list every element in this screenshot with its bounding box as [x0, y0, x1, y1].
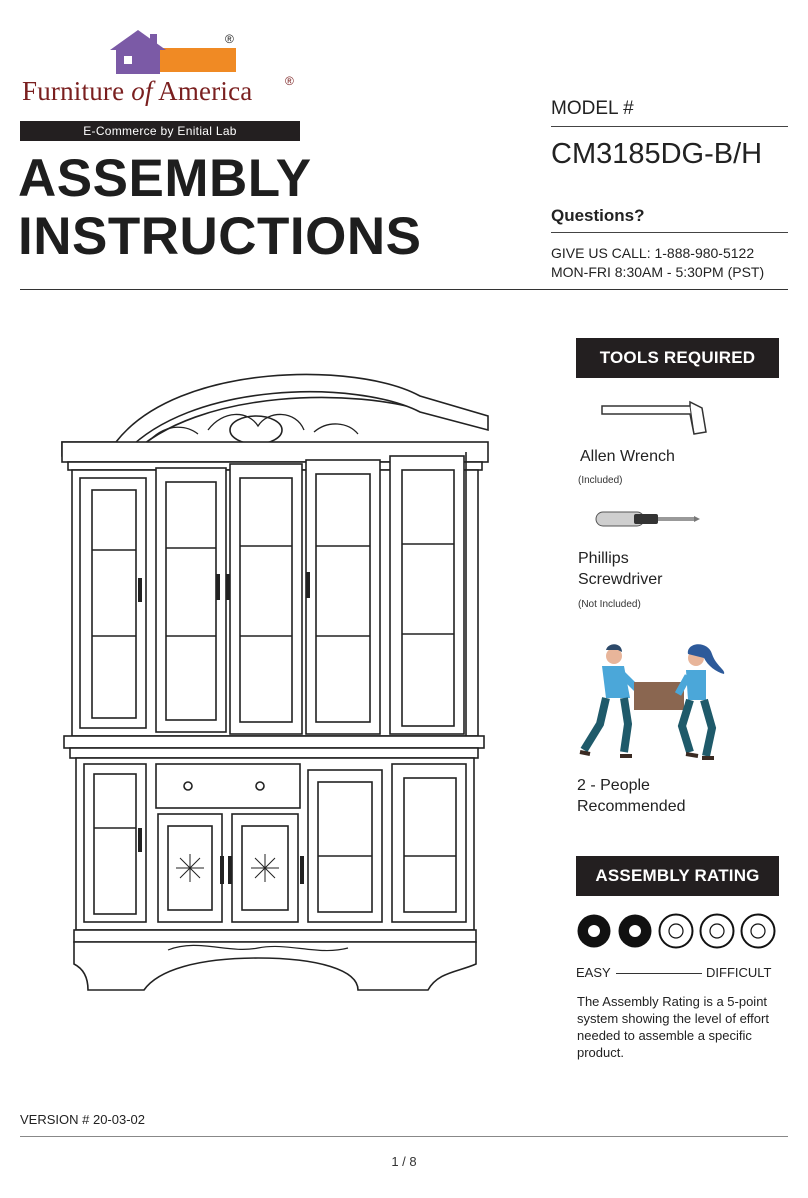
- title-line: ASSEMBLY: [18, 149, 312, 208]
- model-label: MODEL #: [551, 98, 634, 119]
- model-number: CM3185DG-B/H: [551, 138, 763, 170]
- hours-line: MON-FRI 8:30AM - 5:30PM (PST): [551, 264, 765, 280]
- people-recommended: [577, 775, 686, 817]
- china-cabinet-illustration: [58, 360, 494, 1010]
- assembly-rating-heading: ASSEMBLY RATING: [576, 856, 779, 896]
- tool-note: (Not Included): [578, 599, 641, 610]
- rating-dot-filled: [617, 913, 653, 949]
- phone-line: GIVE US CALL: 1-888-980-5122: [551, 245, 755, 261]
- allen-wrench-icon: [598, 398, 710, 438]
- difficult-label: DIFFICULT: [706, 965, 772, 980]
- rating-dot-empty: [699, 913, 735, 949]
- divider: [551, 126, 788, 127]
- people-line: Recommended: [577, 798, 686, 815]
- people-line: 2 - People: [577, 777, 650, 794]
- tool-name: [578, 548, 662, 590]
- house-logo-icon: [108, 28, 238, 76]
- rating-scale: [576, 913, 779, 953]
- title-line: INSTRUCTIONS: [18, 207, 422, 266]
- brand-tagline: E-Commerce by Enitial Lab: [20, 121, 300, 141]
- screwdriver-icon: [594, 508, 700, 530]
- contact-info: [551, 244, 764, 282]
- brand-name-part: of: [131, 76, 153, 106]
- tools-required-heading: TOOLS REQUIRED: [576, 338, 779, 378]
- rating-dot-empty: [658, 913, 694, 949]
- brand-name-part: Furniture: [22, 76, 132, 106]
- registered-mark: ®: [225, 32, 234, 46]
- version-label: VERSION # 20-03-02: [20, 1112, 146, 1127]
- easy-label: EASY: [576, 965, 611, 980]
- page-title: [18, 150, 422, 266]
- page-number: 1 / 8: [391, 1154, 417, 1169]
- divider: [551, 232, 788, 233]
- tool-name: Allen Wrench: [580, 448, 675, 465]
- registered-mark: ®: [285, 74, 294, 88]
- two-people-carrying-icon: [578, 640, 728, 762]
- tool-name-line: Phillips: [578, 550, 629, 567]
- tool-name-line: Screwdriver: [578, 571, 663, 588]
- brand-name-part: America: [152, 76, 253, 106]
- rating-description: The Assembly Rating is a 5-point system showing the level of effort needed to assemble a specific product.: [577, 994, 769, 1060]
- tool-note: (Included): [578, 475, 623, 486]
- questions-heading: Questions?: [551, 206, 645, 225]
- rating-dot-empty: [740, 913, 776, 949]
- brand-logo: [20, 26, 310, 146]
- divider: [20, 1136, 788, 1137]
- divider: [20, 289, 788, 290]
- rating-dot-filled: [576, 913, 612, 949]
- divider: [616, 973, 702, 974]
- brand-name: [22, 76, 252, 107]
